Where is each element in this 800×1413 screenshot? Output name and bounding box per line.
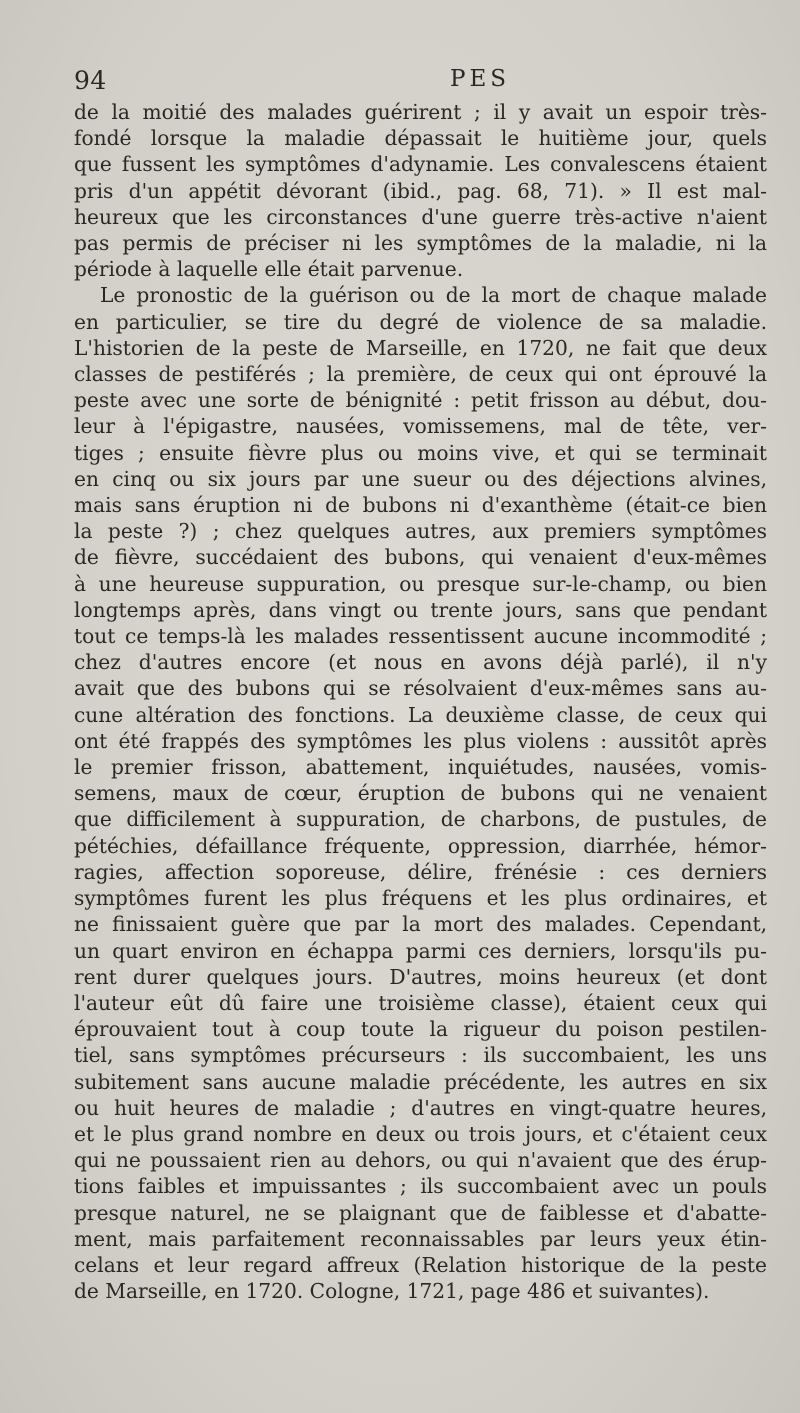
text-line: un quart environ en échappa parmi ces derniers, lorsqu'ils pu-: [74, 938, 767, 963]
text-line: ou huit heures de maladie ; d'autres en vingt-quatre heures,: [74, 1095, 767, 1120]
page-number: 94: [74, 66, 107, 95]
text-line: de fièvre, succédaient des bubons, qui venaient d'eux-mêmes: [74, 545, 767, 570]
text-line: peste avec une sorte de bénignité : petit frisson au début, dou-: [74, 388, 767, 413]
running-head: [72, 66, 772, 102]
text-line: cune altération des fonctions. La deuxième classe, de ceux qui: [74, 702, 767, 727]
text-line: tions faibles et impuissantes ; ils succombaient avec un pouls: [74, 1174, 767, 1199]
running-title: PES: [450, 66, 511, 92]
text-line: tout ce temps-là les malades ressentissent aucune incommodité ;: [74, 624, 767, 649]
text-line: fondé lorsque la maladie dépassait le huitième jour, quels: [74, 126, 767, 151]
text-line: avait que des bubons qui se résolvaient d'eux-mêmes sans au-: [74, 676, 767, 701]
text-line: longtemps après, dans vingt ou trente jours, sans que pendant: [74, 597, 767, 622]
text-line: presque naturel, ne se plaignant que de faiblesse et d'abatte-: [74, 1200, 767, 1225]
text-line: mais sans éruption ni de bubons ni d'exanthème (était-ce bien: [74, 493, 767, 518]
paragraph-start-line: Le pronostic de la guérison ou de la mort de chaque malade: [100, 283, 767, 308]
text-line: leur à l'épigastre, nausées, vomissemens, mal de tête, ver-: [74, 414, 767, 439]
text-line: symptômes furent les plus fréquens et les plus ordinaires, et: [74, 886, 767, 911]
text-line: et le plus grand nombre en deux ou trois jours, et c'étaient ceux: [74, 1121, 767, 1146]
text-line: L'historien de la peste de Marseille, en 1720, ne fait que deux: [74, 335, 767, 360]
text-line: semens, maux de cœur, éruption de bubons qui ne venaient: [74, 781, 767, 806]
text-line: que fussent les symptômes d'adynamie. Les convalescens étaient: [74, 152, 767, 177]
text-line: pétéchies, défaillance fréquente, oppression, diarrhée, hémor-: [74, 833, 767, 858]
text-line: pas permis de préciser ni les symptômes de la maladie, ni la: [74, 231, 767, 256]
text-line: l'auteur eût dû faire une troisième classe), étaient ceux qui: [74, 990, 767, 1015]
text-line: tiel, sans symptômes précurseurs : ils succombaient, les uns: [74, 1043, 767, 1068]
text-line: ont été frappés des symptômes les plus violens : aussitôt après: [74, 728, 767, 753]
text-line: pris d'un appétit dévorant (ibid., pag. 68, 71). » Il est mal-: [74, 178, 767, 203]
text-line: en cinq ou six jours par une sueur ou des déjections alvines,: [74, 466, 767, 491]
body-text: [74, 99, 767, 1304]
text-line: que difficilement à suppuration, de charbons, de pustules, de: [74, 807, 767, 832]
text-line: tiges ; ensuite fièvre plus ou moins vive, et qui se terminait: [74, 440, 767, 465]
text-line: ragies, affection soporeuse, délire, frénésie : ces derniers: [74, 859, 767, 884]
text-line: en particulier, se tire du degré de violence de sa maladie.: [74, 309, 767, 334]
text-line: éprouvaient tout à coup toute la rigueur du poison pestilen-: [74, 1017, 767, 1042]
text-line: la peste ?) ; chez quelques autres, aux premiers symptômes: [74, 519, 767, 544]
text-line: subitement sans aucune maladie précédente, les autres en six: [74, 1069, 767, 1094]
text-line: classes de pestiférés ; la première, de ceux qui ont éprouvé la: [74, 362, 767, 387]
text-line: le premier frisson, abattement, inquiétudes, nausées, vomis-: [74, 755, 767, 780]
text-line: heureux que les circonstances d'une guerre très-active n'aient: [74, 204, 767, 229]
text-line: ne finissaient guère que par la mort des malades. Cependant,: [74, 912, 767, 937]
text-line: de Marseille, en 1720. Cologne, 1721, page 486 et suivantes).: [74, 1279, 710, 1304]
text-line: ment, mais parfaitement reconnaissables par leurs yeux étin-: [74, 1226, 767, 1251]
text-line: chez d'autres encore (et nous en avons déjà parlé), il n'y: [74, 650, 767, 675]
text-line: à une heureuse suppuration, ou presque sur-le-champ, ou bien: [74, 571, 767, 596]
text-line: qui ne poussaient rien au dehors, ou qui n'avaient que des érup-: [74, 1148, 767, 1173]
text-line: celans et leur regard affreux (Relation historique de la peste: [74, 1252, 767, 1277]
text-line: de la moitié des malades guérirent ; il y avait un espoir très-: [74, 100, 767, 124]
text-line: rent durer quelques jours. D'autres, moins heureux (et dont: [74, 964, 767, 989]
paragraph-end-line: période à laquelle elle était parvenue.: [74, 257, 464, 282]
